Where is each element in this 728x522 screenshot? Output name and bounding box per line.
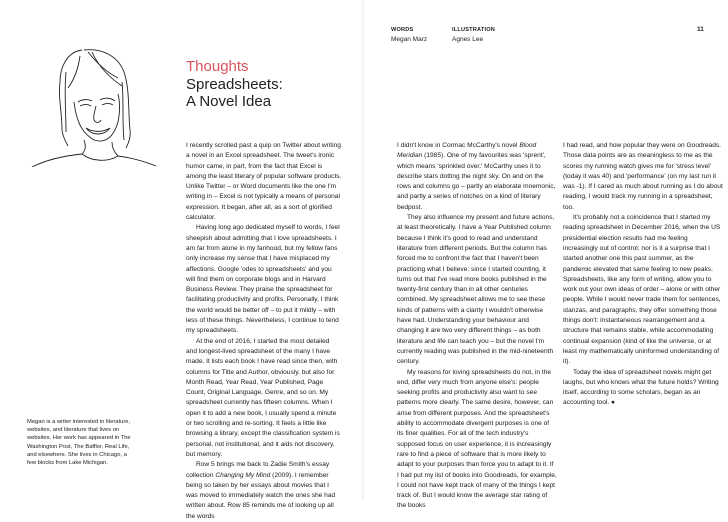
credit-words <box>391 26 427 44</box>
paragraph: My reasons for loving spreadsheets do not, in the end, differ very much from anyone else's: people seeking profits and productivity also want to see patterns more clearly. The same desire, however, can arise from different purposes. And the spreadsheet's ability to accommodate divergent purposes is one of its finer qualities. For all of the tech industry's supposed focus on user experience, it is increasingly rare to find a piece of software that is more likely to adapt to your purposes than force you to adapt to it. If I had put my list of books into Goodreads, for example, I could not have kept track of many of the things I kept track of. But I would know the average star rating of the books <box>397 368 557 510</box>
text: Row 5 brings me back to Zadie Smith's essay collection <box>186 461 330 479</box>
paragraph: Today the idea of spreadsheet novels might get laughs, but who knows what the future holds? Writing itself, according to some scholars, began as an accounting tool. ● <box>563 368 719 407</box>
author-bio: Megan is a writer interested in literature, websites, and literature that lives on websites. Her work has appeared in The Washington Post, The Baffler, Real Life, and elsewhere. She lives in Chicago, a few blocks from Lake Michigan. <box>27 419 131 467</box>
article-title-line-2: A Novel Idea <box>186 93 272 110</box>
left-page <box>0 0 364 520</box>
text: (2009). I remember being so taken by her essays about movies that I was moved to immediately watch the ones she had written about. Row 85 reminds me of looking up all the words <box>186 471 336 520</box>
book-title: Blood Meridian <box>397 142 537 160</box>
body-column-2 <box>397 141 557 512</box>
credit-words-label: WORDS <box>391 27 414 33</box>
body-column-3 <box>563 141 723 409</box>
paragraph: I recently scrolled past a quip on Twitter about writing a novel in an Excel spreadsheet. The tweet's ironic humor came, in part, from the fact that Excel is among the least literary of popular software products. Unlike Twitter – or Word documents like the one I'm writing in – Excel is not typically a means of personal expression. It began, after all, as a sort of glorified calculator. <box>186 142 342 222</box>
article-title-line-1: Spreadsheets: <box>186 76 283 93</box>
paragraph <box>186 460 342 522</box>
credit-illustration <box>452 26 495 44</box>
author-portrait-illustration <box>22 42 162 167</box>
book-title: Changing My Mind <box>215 471 271 479</box>
credit-words-name: Megan Marz <box>391 36 428 43</box>
article-title <box>186 76 283 110</box>
paragraph: Having long ago dedicated myself to words, I feel sheepish about admitting that I love spreadsheets. I am far from alone in my fanhood, but my fellow fans only increase my sense that I have misplaced my affections. Google 'odes to spreadsheets' and you will find them on corporate blogs and in Harvard Business Review. They praise the spreadsheet for facilitating productivity and profits. Personally, I think the world would be better off – to put it mildly – with less of these things. Nevertheless, I continue to tend my spreadsheets. <box>186 224 340 335</box>
paragraph: It's probably not a coincidence that I started my reading spreadsheet in December 2016, when the US presidential election results had me feeling increasingly out of control; nor is it a surprise that I started another one this past summer, as the pandemic elevated that same feeling to new peaks. Spreadsheets, like any form of writing, allow you to work out your own ideas of order – alone or with other people. While I would never trade them for sentences, stanzas, and paragraphs, they offer something those things don't: instantaneous rearrangement and a structure that remains stable, while accommodating continual expansion (kind of like the universe, or at least my mathematically uninformed understanding of it). <box>563 214 721 366</box>
credit-illustration-name: Agnes Lee <box>452 36 484 43</box>
body-column-1 <box>186 141 342 522</box>
paragraph: They also influence my present and future actions, at least theoretically. I have a Year Published column because I think it's good to read and understand literature from different periods. But the column has forced me to confront the fact that I haven't been practicing what I believe: since I started counting, it turns out that I've read more books published in the twenty-first century than in all other centuries combined. My spreadsheet allows me to see these kinds of patterns with a clarity I wouldn't otherwise have had. Understanding your behaviour and changing it are two very different things – as both literature and life can teach you – but the novel I'm currently reading was published in the mid-nineteenth century. <box>397 214 555 366</box>
credit-illustration-label: ILLUSTRATION <box>452 27 496 33</box>
paragraph: At the end of 2016, I started the most detailed and longest-lived spreadsheet of the many I have made. It lists each book I have read since then, with columns for Title and Author, obviously, but also for Month Read, Year Read, Year Published, Page Count, Original Language, Genre, and so on. My spreadsheet currently has fifteen columns. When I open it to add a new book, I usually spend a minute or two scrolling and re-sorting. It feels a little like browsing a library, except the classification system is personal, not institutional, and it aids not discovery, but memory. <box>186 337 340 458</box>
paragraph <box>397 141 557 213</box>
paragraph: I had read, and how popular they were on Goodreads. Those data points are as meaningless to me as the scores my running watch gives me for 'stress level' (today it was 40) and 'performance' (on my last run it was -1). If I cared as much about running as I do about reading, I would track my running in a spreadsheet, too. <box>563 142 723 211</box>
text: (1985). One of my favourites was 'sprent', which means 'sprinkled over.' McCarthy uses it to describe stars dotting the night sky. On and on the rows and columns go – partly an elaborate mnemonic, and partly a series of notches on a kind of literary bedpost. <box>397 152 556 211</box>
text: I didn't know in Cormac McCarthy's novel <box>397 142 520 149</box>
page-number: 11 <box>697 26 704 33</box>
section-label: Thoughts <box>186 58 249 75</box>
